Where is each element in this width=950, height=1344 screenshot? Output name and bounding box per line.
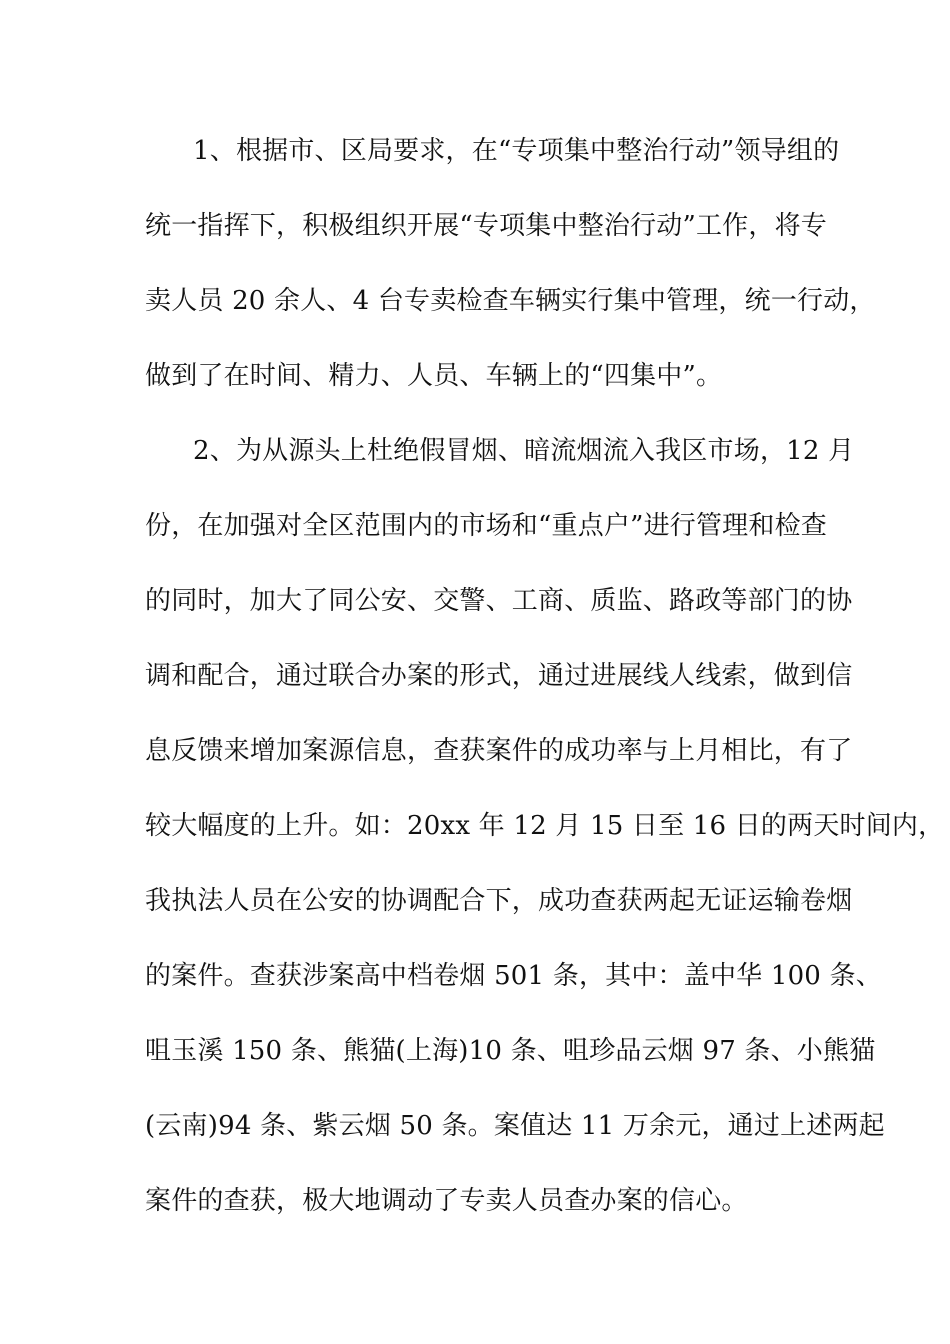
paragraph-2-line-1: 2、为从源头上杜绝假冒烟、暗流烟流入我区市场，12 月 — [193, 436, 855, 466]
paragraph-1-line-2: 统一指挥下，积极组织开展“专项集中整治行动”工作，将专 — [145, 211, 827, 241]
paragraph-2-line-11: 案件的查获，极大地调动了专卖人员查办案的信心。 — [145, 1186, 748, 1216]
paragraph-2-line-2: 份，在加强对全区范围内的市场和“重点户”进行管理和检查 — [145, 511, 827, 541]
paragraph-2-line-10: (云南)94 条、紫云烟 50 条。案值达 11 万余元，通过上述两起 — [145, 1111, 885, 1141]
paragraph-1-line-1: 1、根据市、区局要求，在“专项集中整治行动”领导组的 — [193, 136, 840, 166]
paragraph-2-line-6: 较大幅度的上升。如：20xx 年 12 月 15 日至 16 日的两天时间内， — [145, 811, 945, 841]
paragraph-1-line-3: 卖人员 20 余人、4 台专卖检查车辆实行集中管理，统一行动， — [145, 286, 876, 316]
paragraph-2-line-3: 的同时，加大了同公安、交警、工商、质监、路政等部门的协 — [145, 586, 853, 616]
paragraph-2-line-4: 调和配合，通过联合办案的形式，通过进展线人线索，做到信 — [145, 661, 853, 691]
paragraph-2-line-8: 的案件。查获涉案高中档卷烟 501 条，其中：盖中华 100 条、 — [145, 961, 882, 991]
paragraph-2-line-9: 咀玉溪 150 条、熊猫(上海)10 条、咀珍品云烟 97 条、小熊猫 — [145, 1036, 876, 1066]
paragraph-1-line-4: 做到了在时间、精力、人员、车辆上的“四集中”。 — [145, 361, 723, 391]
paragraph-2-line-5: 息反馈来增加案源信息，查获案件的成功率与上月相比，有了 — [145, 736, 853, 766]
paragraph-2-line-7: 我执法人员在公安的协调配合下，成功查获两起无证运输卷烟 — [145, 886, 853, 916]
